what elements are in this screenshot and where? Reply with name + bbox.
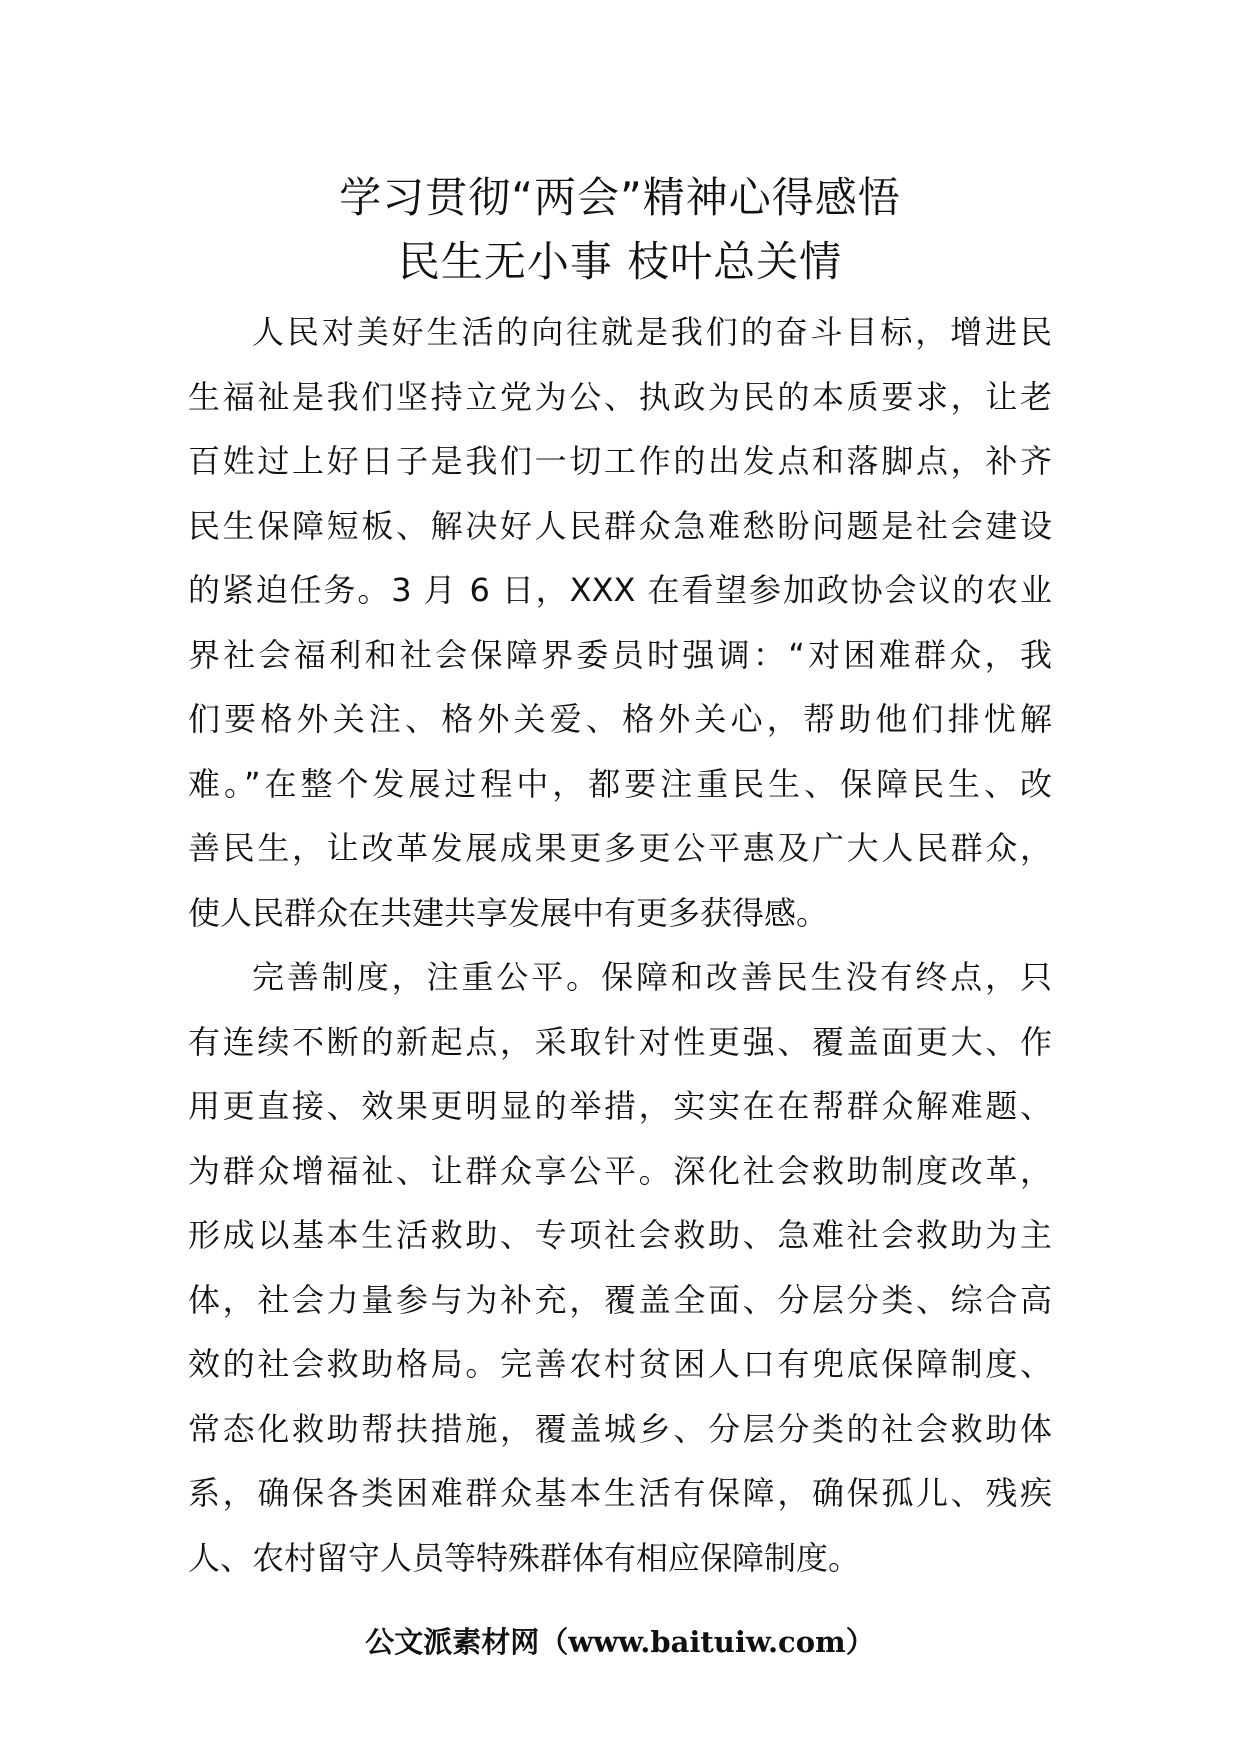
text-line: 们要格外关注、格外关爱、格外关心，帮助他们排忧解 bbox=[188, 700, 1052, 738]
text-line: 常态化救助帮扶措施，覆盖城乡、分层分类的社会救助体 bbox=[188, 1409, 1052, 1448]
text-line: 百姓过上好日子是我们一切工作的出发点和落脚点，补齐 bbox=[188, 442, 1052, 480]
text-line: 界社会福利和社会保障界委员时强调：“对困难群众，我 bbox=[188, 635, 1052, 674]
text-line: 体，社会力量参与为补充，覆盖全面、分层分类、综合高 bbox=[188, 1280, 1052, 1319]
text-line: 效的社会救助格局。完善农村贫困人口有兜底保障制度、 bbox=[188, 1345, 1052, 1383]
text-line: 用更直接、效果更明显的举措，实实在在帮群众解难题、 bbox=[188, 1087, 1052, 1125]
document-body bbox=[188, 300, 1052, 1590]
text-line: 人、农村留守人员等特殊群体有相应保障制度。 bbox=[188, 1538, 861, 1577]
text-line: 生福祉是我们坚持立党为公、执政为民的本质要求，让老 bbox=[188, 377, 1052, 416]
footer-source: 公文派素材网（www.baituiw.com） bbox=[365, 1625, 875, 1659]
text-line: 完善制度，注重公平。保障和改善民生没有终点，只 bbox=[252, 958, 1052, 996]
text-line: 为群众增福祉、让群众享公平。深化社会救助制度改革， bbox=[188, 1151, 1052, 1190]
title-block bbox=[0, 166, 1240, 294]
paragraph-1 bbox=[188, 300, 1052, 945]
text-line: 系，确保各类困难群众基本生活有保障，确保孤儿、残疾 bbox=[188, 1474, 1052, 1512]
text-line: 使人民群众在共建共享发展中有更多获得感。 bbox=[188, 893, 829, 932]
text-line: 善民生，让改革发展成果更多更公平惠及广大人民群众， bbox=[188, 829, 1052, 867]
text-line: 人民对美好生活的向往就是我们的奋斗目标，增进民 bbox=[252, 313, 1052, 351]
text-line: 难。”在整个发展过程中，都要注重民生、保障民生、改 bbox=[188, 764, 1052, 803]
text-line: 有连续不断的新起点，采取针对性更强、覆盖面更大、作 bbox=[188, 1022, 1052, 1061]
text-line: 民生保障短板、解决好人民群众急难愁盼问题是社会建设 bbox=[188, 506, 1052, 545]
text-line: 形成以基本生活救助、专项社会救助、急难社会救助为主 bbox=[188, 1216, 1052, 1254]
document-title: 学习贯彻“两会”精神心得感悟 bbox=[339, 173, 901, 222]
paragraph-2 bbox=[188, 945, 1052, 1590]
text-line: 的紧迫任务。3 月 6 日，XXX 在看望参加政协会议的农业 bbox=[188, 571, 1052, 609]
document-subtitle: 民生无小事 枝叶总关情 bbox=[397, 237, 843, 286]
